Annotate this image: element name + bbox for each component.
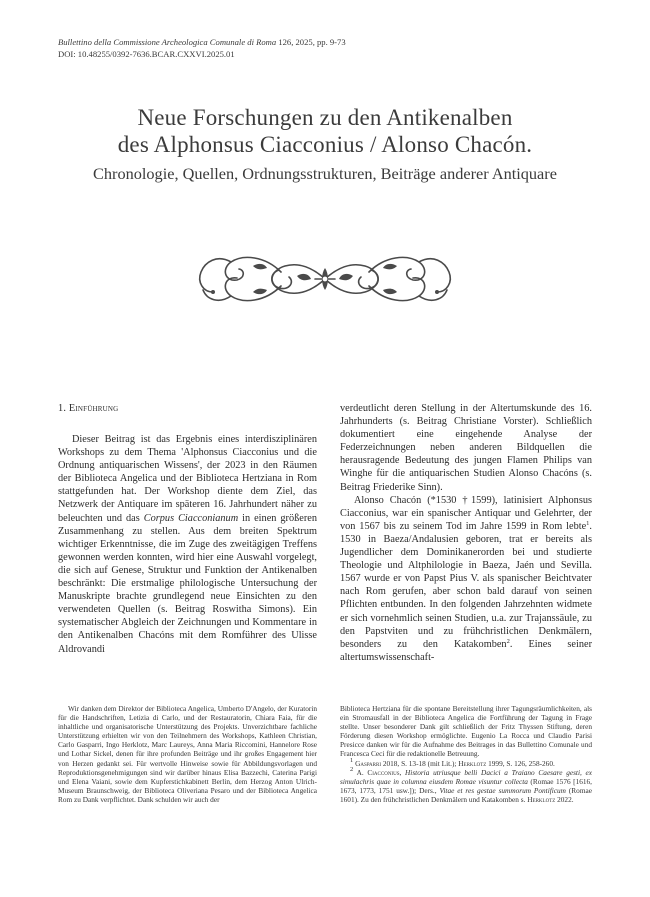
- text-run: Alonso Chacón (*1530 †1599), latinisiert Alphonsus Ciacconius, war ein spanischer Antiquar und Gelehrter, der von 1567 bis zu seinem Tod im Jahre 1599 in Rom lebte: [340, 494, 592, 532]
- section-title: Einführung: [68, 403, 119, 414]
- author-name: Gasparri: [353, 758, 382, 768]
- text-run: 1999, S. 126, 258-260.: [486, 758, 555, 768]
- left-column: [58, 402, 317, 656]
- journal-name: Bullettino della Commissione Archeologica Comunale di Roma: [58, 37, 277, 47]
- text-run: (Romae 1576 [1616, 1673, 1773, 1751 usw.]); Ders.,: [340, 776, 592, 795]
- text-run: in einen größeren Zusammenhang zu stellen. Aus dem breiten Spektrum wichtiger Erkenntnisse, die im Zuge des zweitägigen Treffens gewonnen werden konnten, wird hier eine Auswahl vorgelegt, die sich auf Genese, Struktur und Funktion der Antikenalben beschränkt: Die erstmalige philologische Untersuchung der Manuskripte brachte grundlegend neue Einsichten zu den verwendeten Quellen (s. Beitrag Roswitha Simons). Ein systematischer Abgleich der Zeichnungen und Kommentare in den Antikenalben Chacóns mit dem Romführer des Ulisse Aldrovandi: [58, 512, 317, 655]
- text-run: (Romae 1601). Zu den frühchristlichen Denkmälern und Katakomben s.: [340, 785, 592, 804]
- paragraph: [58, 433, 317, 656]
- footnotes-right: [340, 704, 592, 804]
- footnote-ref-2[interactable]: 2: [506, 637, 510, 645]
- text-run: A.: [353, 767, 368, 777]
- acknowledgement-note-continued: Biblioteca Hertziana für die spontane Bereitstellung ihrer Tagungsräumlichkeiten, als ein Stromausfall in der Biblioteca Angelica die Fortführung der Tagung in Frage stellte. Unser besonderer Dank gilt schließlich der Fritz Thyssen Stiftung, deren Förderung diesen Workshop ermöglichte. Eugenio La Rocca und Claudio Parisi Presicce danken wir für die Aufnahme des Beitrages in das Bullettino Comunale und Francesca Ceci für die redaktionelle Betreuung.: [340, 704, 592, 759]
- text-run: . 1530 in Baeza/Andalusien geboren, trat er bereits als Jugendlicher dem Dominikanerorden bei und studierte Theologie und Altphilologie in Baeza, Jaén und Sevilla. 1567 wurde er von Papst Pius V. als spanischer Beichtvater nach Rom gerufen, aber schon bald darauf von seinen Pflichten entbunden. In den folgenden Jahrzehnten widmete er sich vornehmlich seinen Studien, u.a. zur Trajanssäule, zu den Papstviten und zu frühchristlichen Denkmälern, besonders zu den Katakomben: [340, 520, 592, 650]
- italic-text-run: Corpus Ciacconianum: [143, 512, 239, 524]
- footnote-ref-1[interactable]: 1: [586, 519, 590, 527]
- author-name: Ciacconius: [367, 767, 400, 777]
- author-name: Herklotz: [527, 794, 556, 804]
- footnote-1: [340, 756, 592, 768]
- footnotes-left: [58, 704, 317, 804]
- acknowledgement-note: Wir danken dem Direktor der Biblioteca Angelica, Umberto D'Angelo, der Kuratorin für die Handschriften, Letizia di Carlo, und der Restauratorin, Chiara Faia, für die inhaltliche und organisatorische Unterstützung des Projekts. Unverzichtbare fachliche Unterstützung erhielten wir von den Teilnehmern des Workshops, Kathleen Christian, Carlo Gasparri, Ingo Herklotz, Marc Laureys, Anna Maria Riccomini, Hannelore Rose und Lothar Sickel, denen für ihre profunden Beiträge und ihr großes Engagement hier von Herzen gedankt sei. Für wertvolle Hinweise sowie für Abbildungsvorlagen und Reproduktionsgenehmigungen sind wir darüber hinaus Elisa Bazzechi, Caterina Parigi und Elena Vaiani, sowie dem Kupferstichkabinett Berlin, dem Herzog Anton Ulrich-Museum Braunschweig, der Biblioteca Oliveriana Pesaro und der Biblioteca Angelica Rom zu Dank verpflichtet. Dank schulden wir auch der: [58, 704, 317, 804]
- text-run: ,: [399, 767, 406, 777]
- italic-title: Historia utriusque belli Dacici a Traiano Caesare gesti, ex simulachris quae in columna eiusdem Romae visuntur collecta: [340, 767, 592, 786]
- footnote-number: 1: [350, 756, 354, 764]
- text-run: 2018, S. 13-18 (mit Lit.);: [381, 758, 459, 768]
- text-run: 2022.: [555, 794, 574, 804]
- title-block: [40, 104, 610, 184]
- section-heading: [58, 402, 317, 415]
- fleuron-ornament-icon: [195, 248, 455, 310]
- right-column: [340, 402, 592, 664]
- title-line-1: Neue Forschungen zu den Antikenalben: [137, 105, 513, 130]
- italic-title: Vitae et res gestae summorum Pontificum: [439, 785, 566, 795]
- author-name: Herklotz: [458, 758, 487, 768]
- footnote-2: [340, 765, 592, 804]
- subtitle: Chronologie, Quellen, Ordnungsstrukturen, Beiträge anderer Antiquare: [93, 164, 557, 183]
- doi[interactable]: DOI: 10.48255/0392-7636.BCAR.CXXVI.2025.01: [58, 48, 235, 59]
- volume-pages: 126, 2025, pp. 9-73: [276, 37, 346, 47]
- text-run: Dieser Beitrag ist das Ergebnis eines interdisziplinären Workshops zu dem Thema 'Alphonsus Ciacconius und die Ordnung antiquarischen Wissens', der 2023 in den Räumen der Biblioteca Angelica und der Biblioteca Hertziana in Rom stattgefunden hat. Der Workshop diente dem Ziel, das Netzwerk der Antiquare im späteren 16. Jahrhundert näher zu beleuchten und das: [58, 434, 317, 524]
- running-header: [58, 37, 346, 60]
- section-number: 1.: [58, 403, 69, 414]
- title-line-2: des Alphonsus Ciacconius / Alonso Chacón.: [117, 132, 533, 157]
- text-run: . Eines seiner altertumswissenschaft-: [340, 638, 592, 663]
- journal-citation: [58, 37, 346, 49]
- paragraph: [340, 494, 592, 664]
- paragraph: verdeutlicht deren Stellung in der Altertumskunde des 16. Jahrhunderts (s. Beitrag Christiane Vorster). Schließlich dokumentiert eine eingehende Analyse der Federzeichnungen neben anderen Bildquellen die herausragende Bedeutung des jungen Flamen Philips van Winghe für die antiquarischen Studien Alonso Chacóns (s. Beitrag Friederike Sinn).: [340, 403, 592, 493]
- footnote-number: 2: [350, 765, 354, 773]
